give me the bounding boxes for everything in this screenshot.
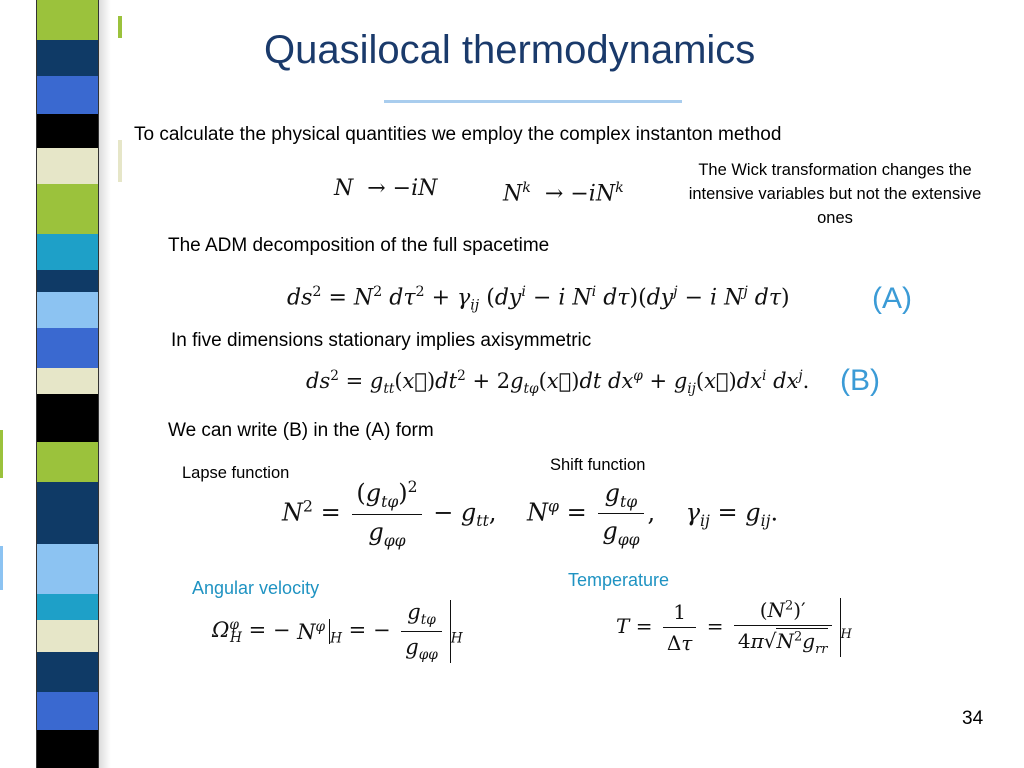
decorative-mark [0,430,3,478]
angular-velocity-equation: $\Omega^\varphi_H$ = − $N^\varphi_H$ = − $\frac{g_{t\varphi}}{g_{\varphi\varphi}}$ $_H$ [212,600,463,664]
wick-shift-equation: $N^k \to -iN^k$ [503,180,624,207]
intro-text: To calculate the physical quantities we employ the complex instanton method [134,124,782,145]
stripe-shadow [99,0,111,768]
decorative-mark [0,546,3,590]
equation-label-b: (B) [840,364,880,397]
page-number: 34 [962,708,984,729]
temperature-label: Temperature [568,570,670,590]
decorative-mark [118,16,122,38]
wick-lapse-equation: N → −iN [334,176,438,201]
adm-text: The ADM decomposition of the full spacetime [168,235,550,256]
rewrite-text: We can write (B) in the (A) form [168,420,434,441]
lapse-label: Lapse function [182,464,290,482]
temperature-equation: T = $\frac{1}{\Delta\tau}$ = $\frac{(N^2)'}{4\pi√N^2g_{rr}}$ $_H$ [616,598,852,657]
title-underline [384,100,682,103]
angular-velocity-label: Angular velocity [192,578,320,598]
five-dim-text: In five dimensions stationary implies axisymmetric [171,330,592,351]
slide-title: Quasilocal thermodynamics [264,28,756,72]
shift-label: Shift function [550,456,646,474]
equation-label-a: (A) [872,282,912,315]
decorative-mark [118,140,122,182]
wick-note: The Wick transformation changes the intensive variables but not the extensive ones [688,161,982,227]
adm-metric-equation: $ds^2 = N^2$ $d\tau^2 + \gamma_{ij}$ ($dy^i - i$ $N^i$ $d\tau)(dy^j - i$ $N^j$ dτ) [287,284,790,314]
stationary-metric-equation: $ds^2$ = $g_{tt}(x⃗)dt^2$ + $2g_{t\varphi}(x⃗)dt$ $dx^\varphi$ + $g_{ij}(x⃗)dx^i$ $dx^j$. [306,368,810,398]
lapse-shift-equations: $N^2$ = $\frac{(g_{t\varphi})^2}{g_{\varphi\varphi}}$ − $g_{tt}$, $N^\varphi$ = $\frac{g_{t\varphi}}{g_{\varphi\varphi}}$ , $\gamma_{ij} = g_{ij}$. [282,478,779,550]
decorative-stripe [36,0,99,768]
